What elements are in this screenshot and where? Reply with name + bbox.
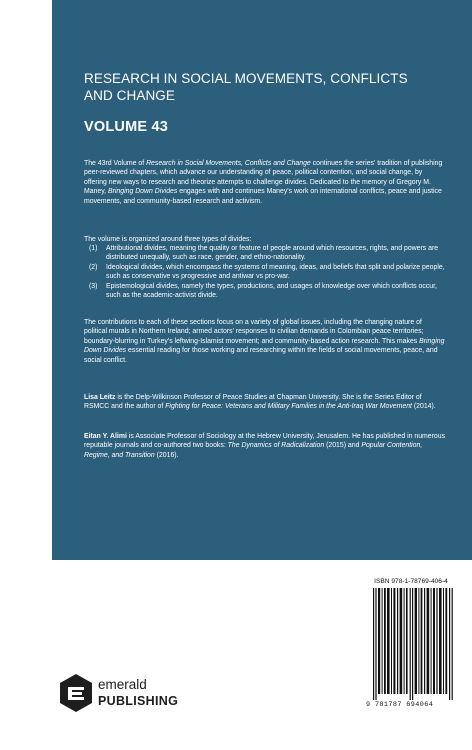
contributions-paragraph: The contributions to each of these sections focus on a variety of global issues, including the changing nature of political murals in Northern Ireland; armed actors' responses to civilian demands in Colombian peace territories; boundary-blurring in Turkey's leftwing-Islamist movement; and community-based action research. This makes Bringing Down Divides essential reading for those working and researching within the fields of social movements, peace, and social conflict. <box>84 319 445 364</box>
series-title: RESEARCH IN SOCIAL MOVEMENTS, CONFLICTS AND CHANGE <box>84 71 408 103</box>
list-item: (2) Ideological divides, which encompass the systems of meaning, ideas, and beliefs that split and polarize people, such as conservative vs progressive and antiwar vs pro-war. <box>89 263 445 281</box>
logo-wordmark-emerald: emerald <box>98 677 147 692</box>
isbn-label: ISBN 978-1-78769-406-4 <box>374 578 448 585</box>
editor-bio-leitz: Lisa Leitz is the Delp-Wilkinson Professor of Peace Studies at Chapman University. She is the Series Editor of RSMCC and the author of Fighting for Peace: Veterans and Military Families in the Anti-Iraq War Movement (2014). <box>84 394 436 411</box>
editor-bio-alimi: Eitan Y. Alimi is Associate Professor of Sociology at the Hebrew University, Jerusalem. He has published in numerous reputable journals and co-authored two books: The Dynamics of Radicalization (2015) and Popular Contention, Regime, and Transition (2016). <box>84 433 446 459</box>
barcode-bars <box>373 588 453 700</box>
list-item: (1) Attributional divides, meaning the quality or feature of people around which resources, rights, and powers are distributed unequally, such as race, gender, and ethno-nationality. <box>89 245 439 262</box>
barcode-graphic <box>373 588 453 700</box>
divides-list <box>84 244 446 300</box>
publisher-logo <box>60 672 190 716</box>
barcode-digits: 9 781787 694064 <box>366 701 434 709</box>
emerald-e-icon <box>60 674 92 712</box>
list-item: (3) Epistemological divides, namely the types, productions, and usages of knowledge over which conflicts occur, such as the academic-activist divide. <box>89 282 437 300</box>
intro-paragraph: The 43rd Volume of Research in Social Movements, Conflicts and Change continues the series' tradition of publishing peer-reviewed chapters, which advance our understanding of peace, political contention, and social change, by offering new ways to research and theorize attempts to challenge divides. Dedicated to the memory of Gregory M. Maney, Bringing Down Divides engages with and continues Maney's work on international conflicts, peace and justice movements, and community-based research and activism. <box>84 160 443 205</box>
volume-number: VOLUME 43 <box>84 119 168 135</box>
logo-wordmark-publishing: PUBLISHING <box>98 694 179 708</box>
organized-intro: The volume is organized around three types of divides: <box>84 236 252 243</box>
